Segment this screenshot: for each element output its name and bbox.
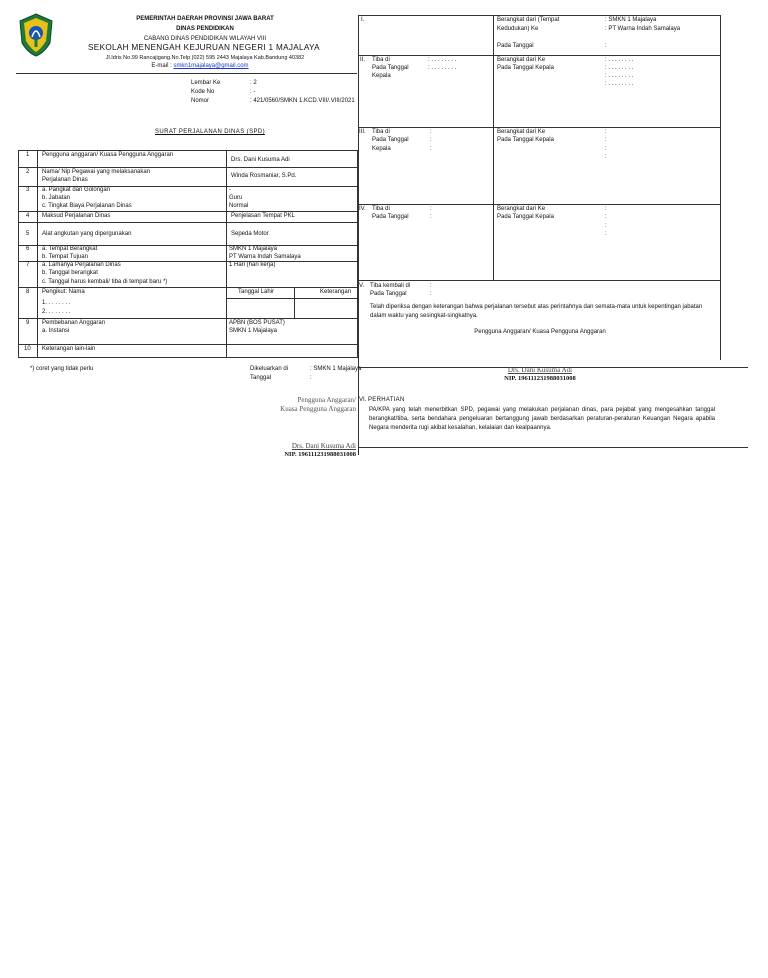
s4-r2: Pada Tanggal Kepala: [497, 214, 554, 220]
row2-no: 2: [26, 169, 30, 175]
issued-value1: : SMKN 1 Majalaya: [310, 366, 362, 372]
row2-label1: Nama/ Nip Pegawai yang melaksanakan: [42, 169, 151, 175]
row9-value2: SMKN 1 Majalaya: [229, 328, 278, 334]
s4-l1: Tiba di: [372, 206, 390, 212]
s2-r1: Berangkat dari Ke: [497, 57, 546, 63]
issued-label1: Dikeluarkan di: [250, 366, 289, 372]
row8-no: 8: [26, 289, 30, 295]
s4-c2: :: [430, 214, 432, 220]
row5-label: Alat angkutan yang dipergunakan: [42, 231, 132, 237]
s1-v3: :: [605, 43, 607, 49]
s4-rc1: :: [605, 206, 607, 212]
doc-title: SURAT PERJALANAN DINAS (SPD): [155, 129, 265, 135]
sign-left-nip: NIP. 196111231988031008: [284, 451, 356, 458]
s2-dots2: : . . . . . . . .: [428, 65, 457, 71]
s3-rc1: :: [605, 129, 607, 135]
s3-c2: :: [430, 137, 432, 143]
row4-label: Maksud Perjalanan Dinas: [42, 213, 111, 219]
s2-l2: Pada Tanggal: [372, 65, 409, 71]
west-java-logo: [18, 13, 54, 57]
s4-c1: :: [430, 206, 432, 212]
row8-col-tgl: Tanggal Lahir: [238, 289, 275, 295]
s4-rc4: :: [605, 231, 607, 237]
s4-l2: Pada Tanggal: [372, 214, 409, 220]
row4-no: 4: [26, 213, 30, 219]
lembar-value: : 2: [250, 80, 257, 86]
row5-no: 5: [26, 231, 30, 237]
s2-rdots3: : . . . . . . . .: [605, 73, 634, 79]
row2-value: Winda Rosmaniar, S.Pd.: [231, 173, 297, 179]
row2-label2: Perjalanan Dinas: [42, 177, 88, 183]
s3-r1: Berangkat dari Ke: [497, 129, 546, 135]
right-page-left-border: [358, 15, 359, 455]
row8-col-ket: Keterangan: [320, 289, 352, 295]
school-address: Jl.Idris No.99 Rancajigang.No.Telp (022) 595 2443 Majalaya Kab.Bandung 40382: [105, 55, 305, 61]
s3-l2: Pada Tanggal: [372, 137, 409, 143]
s5-name: Drs. Dani Kusuma Adi: [507, 366, 573, 374]
s5-c2: :: [430, 291, 432, 297]
row1-value: Drs. Dani Kusuma Adi: [231, 157, 290, 163]
school-email-link[interactable]: smkn1majalaya@gmail.com: [173, 63, 249, 69]
s1-l2: Kedudukan) Ke: [497, 26, 539, 32]
letterhead-divider: [16, 73, 357, 74]
school-name: SEKOLAH MENENGAH KEJURUAN NEGERI 1 MAJALAYA: [88, 43, 320, 52]
s5-c1: :: [430, 283, 432, 289]
s4-r1: Berangkat dari Ke: [497, 206, 546, 212]
row3-value1: -: [229, 187, 231, 193]
s5-nip: NIP. 196111231988031008: [504, 375, 576, 382]
nomor-value: : 421/0560/SMKN 1.KCD.VIII/.VIII/2021: [250, 98, 355, 104]
row6-label1: a. Tempat Berangkat: [42, 246, 98, 252]
s1-l3: Pada Tanggal: [497, 43, 534, 49]
s5-l2: Pada Tanggal: [370, 291, 407, 297]
row10-no: 10: [24, 346, 31, 352]
sign-left-role2: Kuasa Pengguna Anggaran: [280, 405, 356, 413]
kode-value: : -: [250, 89, 256, 95]
s3-c3: :: [430, 146, 432, 152]
s6-roman: VI.: [359, 397, 367, 403]
s4-rc3: :: [605, 223, 607, 229]
nomor-label: Nomor: [191, 98, 210, 104]
row3-value3: Normal: [229, 203, 249, 209]
s6-title: PERHATIAN: [368, 397, 405, 403]
row4-value: Penjelasan Tempat PKL: [231, 213, 295, 219]
s3-rc3: :: [605, 146, 607, 152]
row9-label1: Pembebanan Anggaran: [42, 320, 106, 326]
s3-r2: Pada Tanggal Kepala: [497, 137, 554, 143]
s5-roman: V.: [359, 283, 365, 289]
row1-no: 1: [26, 152, 30, 158]
row8-label: Pengikut: Nama: [42, 289, 85, 295]
row7-no: 7: [26, 262, 30, 268]
row7-value1: 1 Hari (hari kerja): [229, 262, 276, 268]
s4-roman: IV.: [359, 206, 366, 212]
s5-l1: Tiba kembali di: [370, 283, 411, 289]
row7-label3: c. Tanggal harus kembali/ tiba di tempat baru *): [42, 279, 168, 285]
sign-left-role1: Pengguna Anggaran/: [297, 396, 356, 404]
header-line3: CABANG DINAS PENDIDIKAN WILAYAH VIII: [143, 36, 267, 42]
s2-l1: Tiba di: [372, 57, 390, 63]
s1-v2: : PT Warna Indah Samalaya: [605, 26, 681, 32]
row6-value1: SMKN 1 Majalaya: [229, 246, 278, 252]
lembar-label: Lembar Ke: [191, 80, 221, 86]
s3-l3: Kepala: [372, 146, 391, 152]
row5-value: Sepeda Motor: [231, 231, 269, 237]
s1-l1: Berangkat dari (Tempat: [497, 17, 560, 23]
row3-label1: a. Pangkat dan Golongan: [42, 187, 111, 193]
row10-label: Keterangan lain-lain: [42, 346, 96, 352]
s2-l3: Kepala: [372, 73, 391, 79]
s2-dots1: : . . . . . . . .: [428, 57, 457, 63]
s2-rdots2: : . . . . . . . .: [605, 65, 634, 71]
s2-roman: II.: [360, 57, 366, 63]
row9-label2: a. Instansi: [42, 328, 70, 334]
s3-rc4: :: [605, 154, 607, 160]
s5-text: Telah diperiksa dengan keterangan bahwa perjalanan tersebut atas perintahnya dan semata-mata untuk kepentingan jabatan dalam waktu yang sesingkat-singkatnya.: [370, 304, 703, 319]
kode-label: Kode No: [191, 89, 215, 95]
s2-rdots4: : . . . . . . . .: [605, 81, 634, 87]
row6-no: 6: [26, 246, 30, 252]
row8-item2: 2. . . . . . . .: [42, 309, 71, 315]
row1-label: Pengguna anggaran/ Kuasa Pengguna Anggaran: [42, 152, 174, 158]
s3-l1: Tiba di: [372, 129, 390, 135]
s1-v1: : SMKN 1 Majalaya: [605, 17, 657, 23]
s2-r2: Pada Tanggal Kepala: [497, 65, 554, 71]
row9-no: 9: [26, 320, 30, 326]
s3-c1: :: [430, 129, 432, 135]
sign-left-name: Drs. Dani Kusuma Adi: [291, 442, 356, 450]
row3-label3: c. Tingkat Biaya Perjalanan Dinas: [42, 203, 132, 209]
school-email-line: E-mail : smkn1majalaya@gmail.com: [151, 63, 249, 69]
s3-roman: III.: [359, 129, 366, 135]
s2-rdots1: : . . . . . . . .: [605, 57, 634, 63]
row3-no: 3: [26, 187, 30, 193]
s5-role: Pengguna Anggaran/ Kuasa Pengguna Anggaran: [474, 329, 606, 335]
row3-value2: Guru: [229, 195, 243, 201]
footnote: *) coret yang tidak perlu: [30, 366, 94, 372]
row8-item1: 1. . . . . . . .: [42, 300, 71, 306]
row3-label2: b. Jabatan: [42, 195, 71, 201]
issued-value2: :: [310, 375, 312, 381]
s3-rc2: :: [605, 137, 607, 143]
s4-rc2: :: [605, 214, 607, 220]
issued-label2: Tanggal: [250, 375, 272, 381]
row6-value2: PT Warna Indah Samalaya: [229, 254, 301, 260]
header-line1: PEMERINTAH DAERAH PROVINSI JAWA BARAT: [136, 16, 274, 22]
row7-label2: b. Tanggal berangkat: [42, 270, 98, 276]
row7-label1: a. Lamanya Perjalanan Dinas: [42, 262, 121, 268]
header-line2: DINAS PENDIDIKAN: [176, 26, 234, 32]
row9-value1: APBN (BOS PUSAT): [229, 320, 285, 326]
row6-label2: b. Tempat Tujuan: [42, 254, 88, 260]
s1-roman: I.: [361, 17, 365, 23]
s6-text: PA/KPA yang telah menerbitkan SPD, pegawai yang melakukan perjalanan dinas, para pejabat yang mengesahkan tanggal berangkat/tiba, serta bendahara pengeluaran bertanggung jawab berdasarkan peraturan-peraturan Keuangan Negara apabila Negara menderita rugi akibat kesalahan, kelalaian dan kealpaannya.: [369, 407, 715, 431]
